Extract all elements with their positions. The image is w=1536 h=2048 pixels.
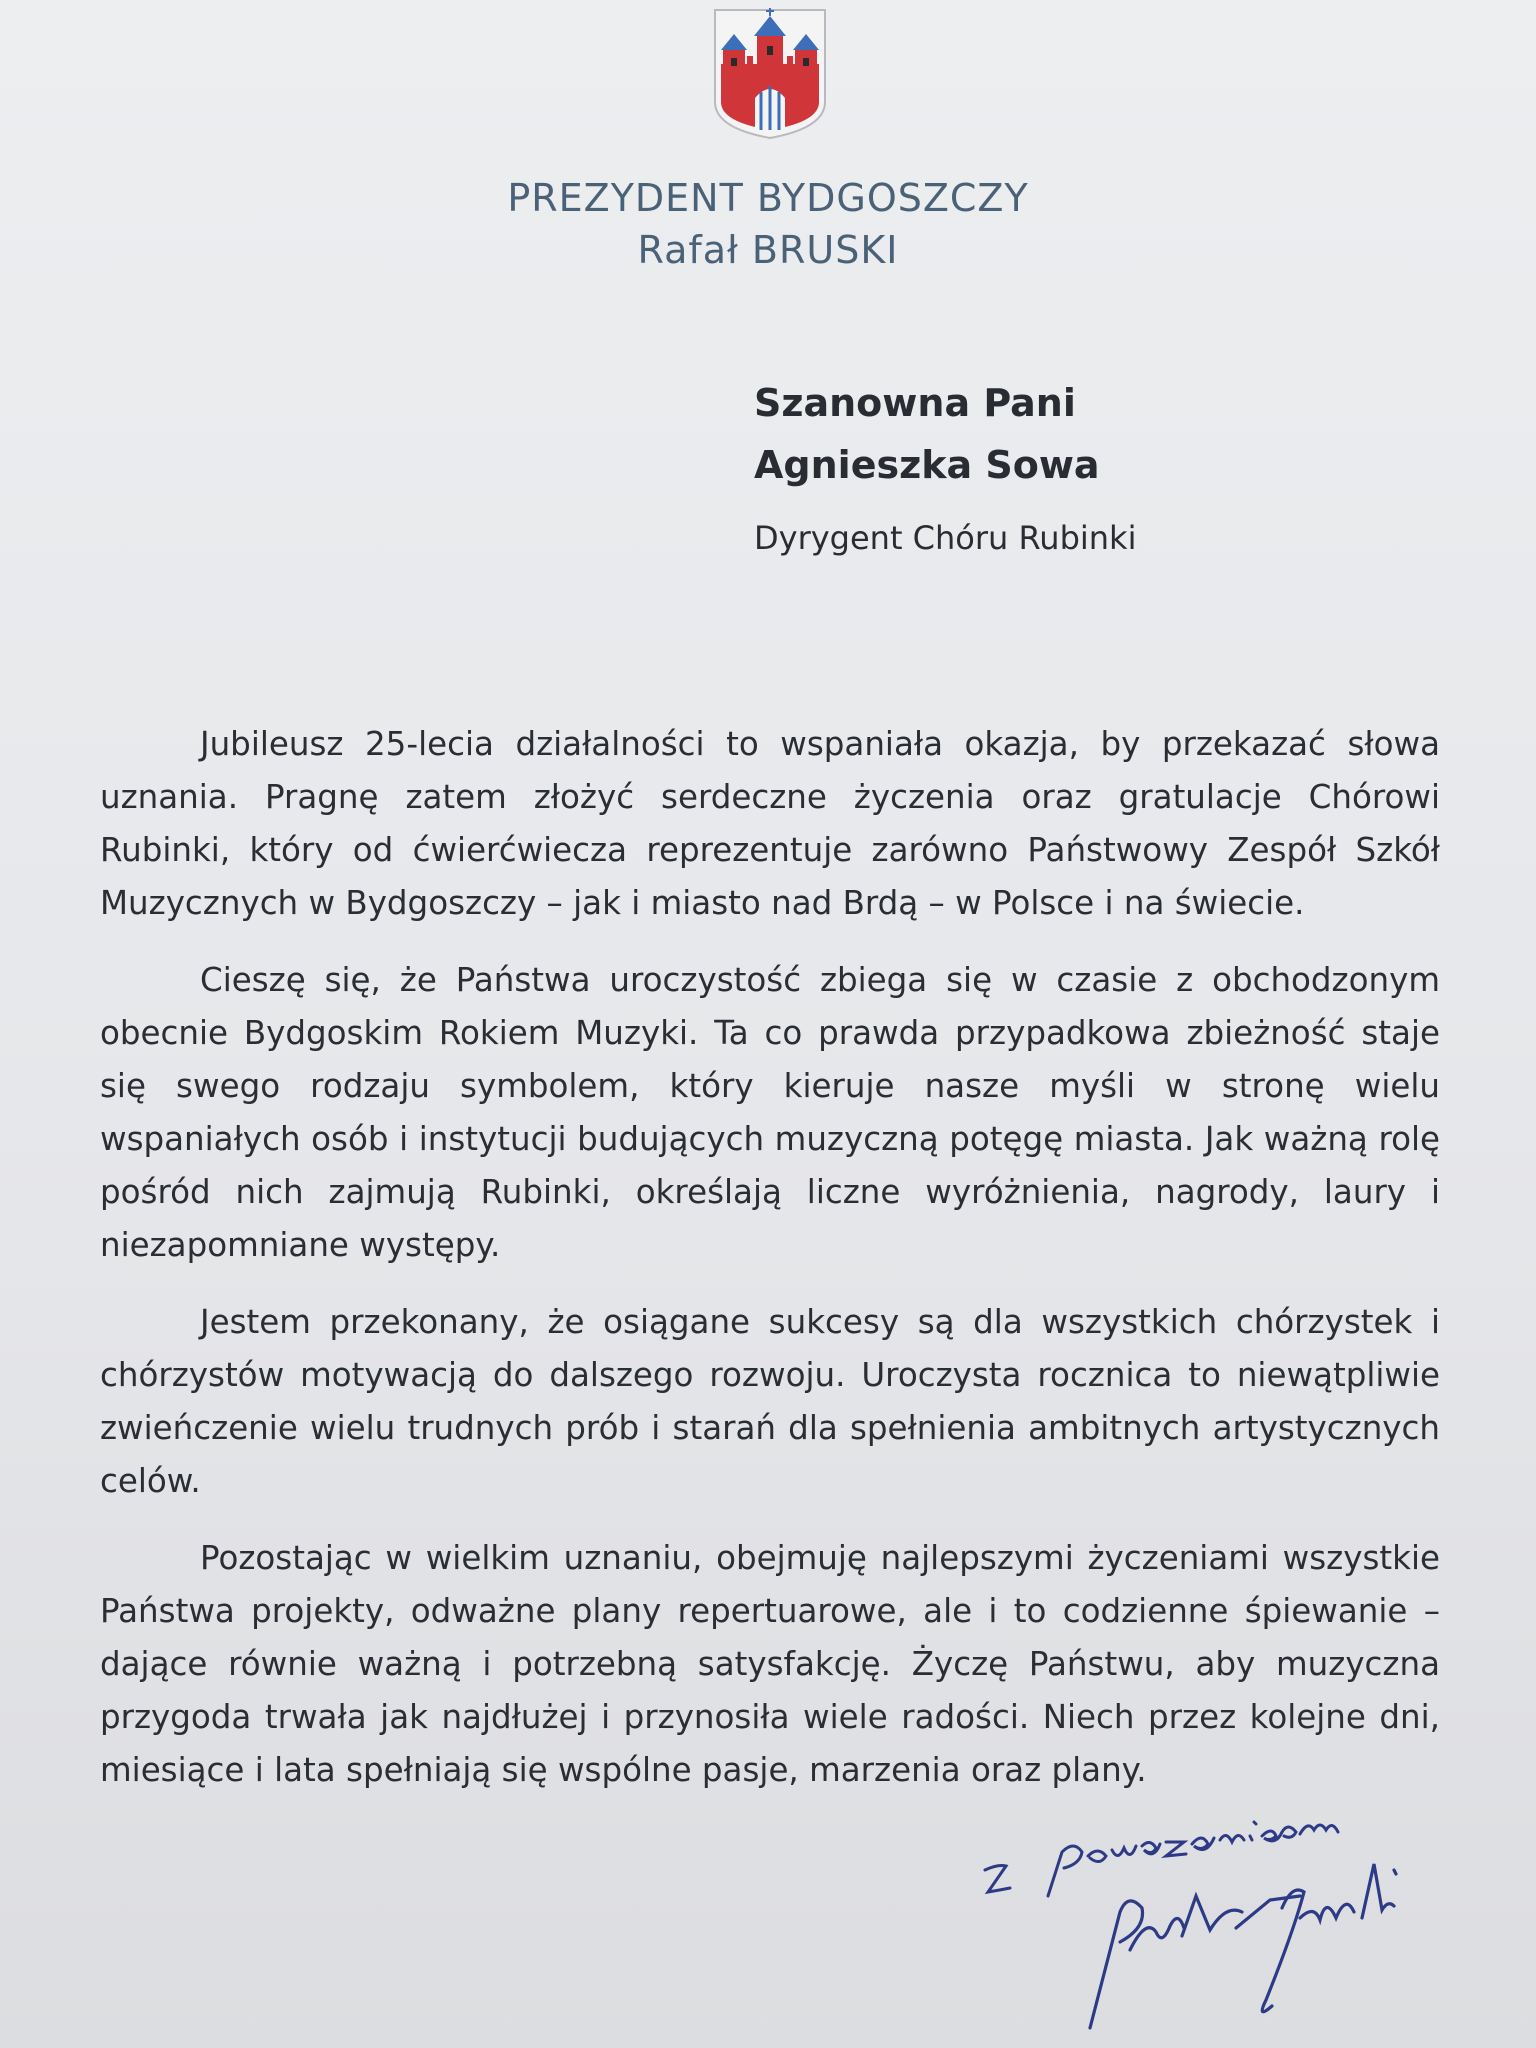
letter-body bbox=[100, 718, 1440, 1821]
body-paragraph-4: Pozostając w wielkim uznaniu, obejmuję najlepszymi życzeniami wszystkie Państwa projekty, odważne plany repertuarowe, ale i to codzienne śpiewanie – dające równie ważną i potrzebną satysfakcję. Życzę Państwu, aby muzyczna przygoda trwała jak najdłużej i przynosiła wiele radości. Niech przez kolejne dni, miesiące i lata spełniają się wspólne pasje, marzenia oraz plany. bbox=[100, 1539, 1440, 1789]
letterhead bbox=[0, 172, 1536, 276]
letterhead-title: PREZYDENT BYDGOSZCZY bbox=[507, 176, 1029, 220]
handwritten-signature bbox=[970, 1800, 1490, 2040]
body-paragraph-3: Jestem przekonany, że osiągane sukcesy są dla wszystkich chórzystek i chórzystów motywacją do dalszego rozwoju. Uroczysta rocznica to niewątpliwie zwieńczenie wielu trudnych prób i starań dla spełnienia ambitnych artystycznych celów. bbox=[100, 1303, 1440, 1500]
body-paragraph-1: Jubileusz 25-lecia działalności to wspaniała okazja, by przekazać słowa uznania. Pragnę zatem złożyć serdeczne życzenia oraz gratulacje Chórowi Rubinki, który od ćwierćwiecza reprezentuje zarówno Państwowy Zespół Szkół Muzycznych w Bydgoszczy – jak i miasto nad Brdą – w Polsce i na świecie. bbox=[100, 725, 1440, 922]
addressee-block bbox=[754, 372, 1474, 560]
addressee-name: Agnieszka Sowa bbox=[754, 443, 1100, 487]
addressee-salutation: Szanowna Pani bbox=[754, 381, 1076, 425]
addressee-role: Dyrygent Chóru Rubinki bbox=[754, 519, 1137, 557]
body-paragraph-2: Cieszę się, że Państwa uroczystość zbiega się w czasie z obchodzonym obecnie Bydgoskim Rokiem Muzyki. Ta co prawda przypadkowa zbieżność staje się swego rodzaju symbolem, który kieruje nasze myśli w stronę wielu wspaniałych osób i instytucji budujących muzyczną potęgę miasta. Jak ważną rolę pośród nich zajmują Rubinki, określają liczne wyróżnienia, nagrody, laury i niezapomniane występy. bbox=[100, 961, 1440, 1264]
letterhead-name: Rafał BRUSKI bbox=[637, 228, 899, 272]
city-coat-of-arms-icon bbox=[711, 6, 829, 142]
